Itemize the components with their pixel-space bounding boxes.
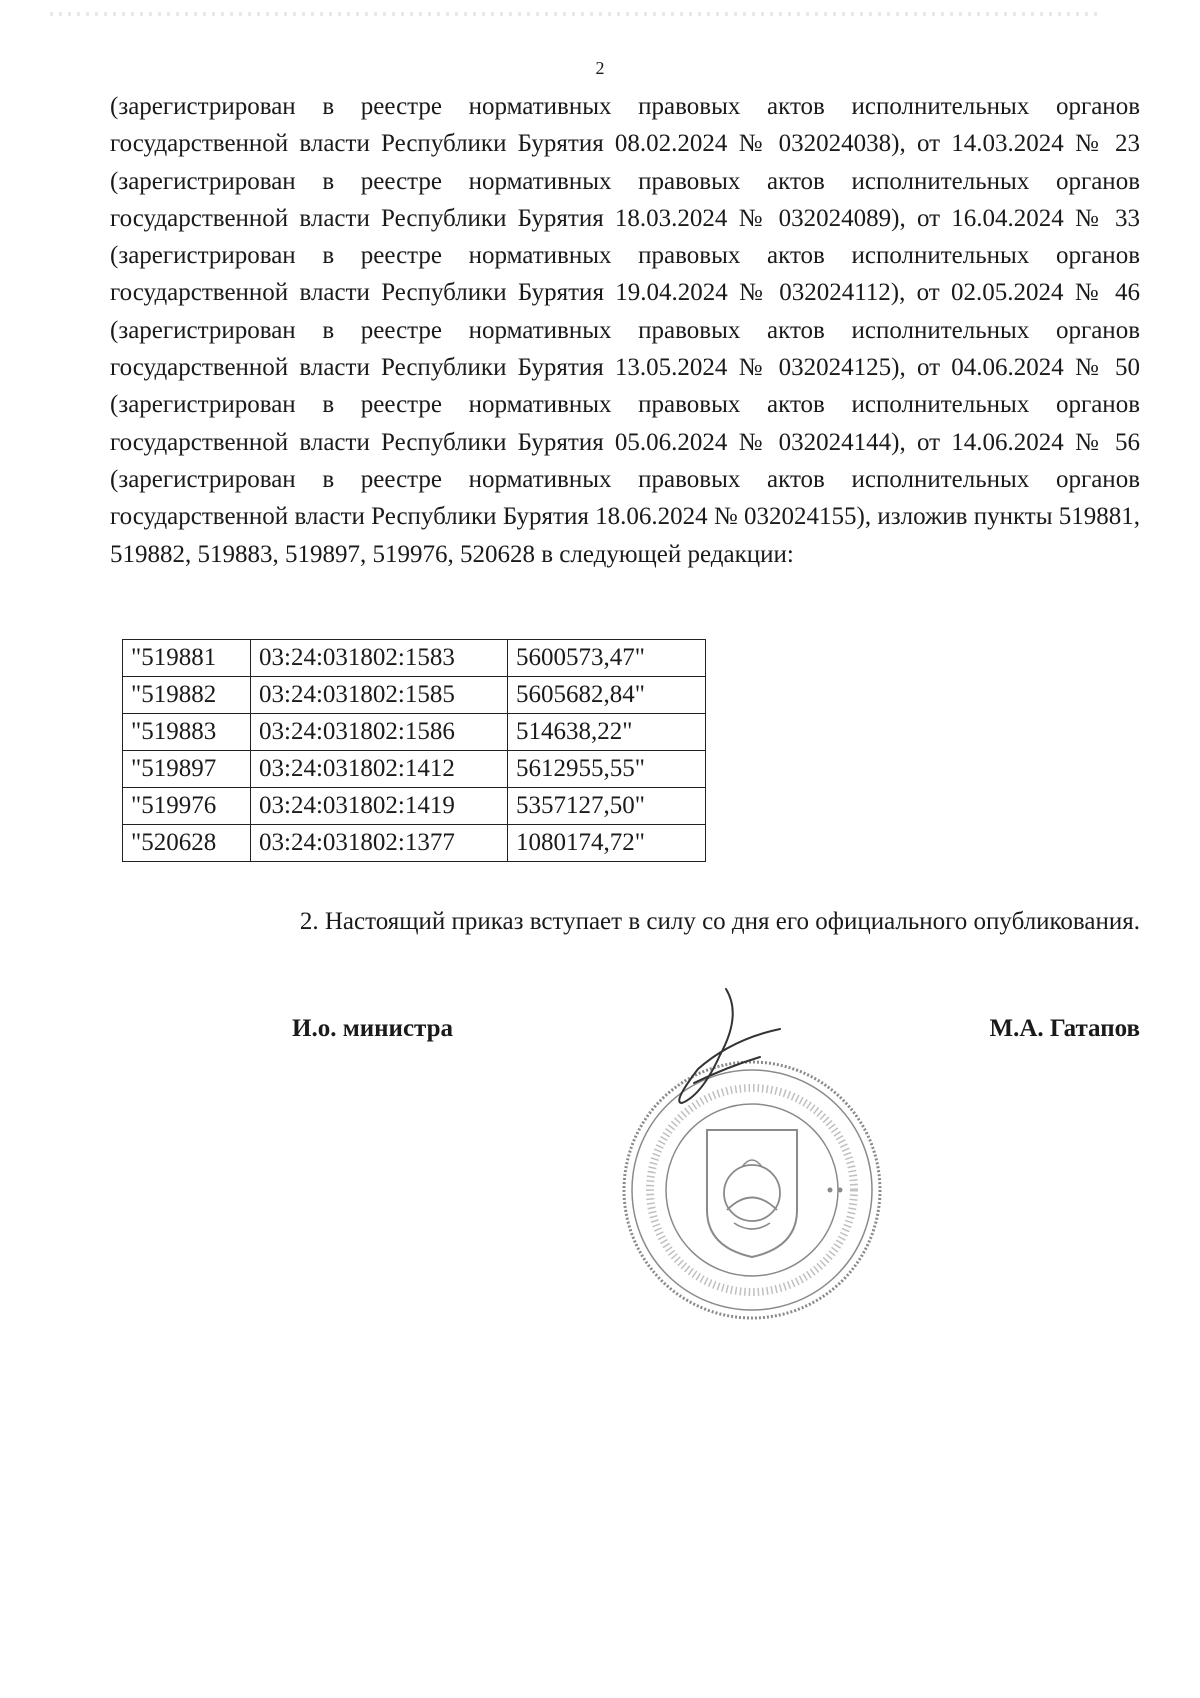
cadastral-number-cell: 03:24:031802:1585	[251, 677, 508, 714]
value-cell: 514638,22"	[508, 714, 706, 751]
cadastral-number-cell: 03:24:031802:1377	[251, 825, 508, 862]
table-row	[123, 788, 706, 825]
point-number-cell: "519883	[123, 714, 251, 751]
coat-of-arms-icon	[707, 1130, 797, 1257]
scan-noise	[50, 12, 1100, 16]
table-row	[123, 640, 706, 677]
cadastral-number-cell: 03:24:031802:1412	[251, 751, 508, 788]
points-table	[122, 639, 706, 862]
signatory-name: М.А. Гатапов	[989, 1015, 1140, 1042]
signatory-role: И.о. министра	[292, 1015, 454, 1042]
table-row	[123, 825, 706, 862]
body-paragraph: (зарегистрирован в реестре нормативных правовых актов исполнительных органов государственной власти Республики Бурятия 08.02.2024 № 032024038), от 14.03.2024 № 23 (зарегистрирован в реестре нормативных правовых актов исполнительных органов государственной власти Республики Бурятия 18.03.2024 № 032024089), от 16.04.2024 № 33 (зарегистрирован в реестре нормативных правовых актов исполнительных органов государственной власти Республики Бурятия 19.04.2024 № 032024112), от 02.05.2024 № 46 (зарегистрирован в реестре нормативных правовых актов исполнительных органов государственной власти Республики Бурятия 13.05.2024 № 032024125), от 04.06.2024 № 50 (зарегистрирован в реестре нормативных правовых актов исполнительных органов государственной власти Республики Бурятия 05.06.2024 № 032024144), от 14.06.2024 № 56 (зарегистрирован в реестре нормативных правовых актов исполнительных органов государственной власти Республики Бурятия 18.06.2024 № 032024155), изложив пункты 519881, 519882, 519883, 519897, 519976, 520628 в следующей редакции:	[110, 93, 1140, 568]
table-row	[123, 714, 706, 751]
point-number-cell: "520628	[123, 825, 251, 862]
page-number: 2	[595, 58, 605, 78]
value-cell: 1080174,72"	[508, 825, 706, 862]
cadastral-number-cell: 03:24:031802:1586	[251, 714, 508, 751]
value-cell: 5600573,47"	[508, 640, 706, 677]
cadastral-number-cell: 03:24:031802:1583	[251, 640, 508, 677]
value-cell: 5612955,55"	[508, 751, 706, 788]
value-cell: 5605682,84"	[508, 677, 706, 714]
handwritten-signature	[679, 989, 780, 1103]
value-cell: 5357127,50"	[508, 788, 706, 825]
point-number-cell: "519897	[123, 751, 251, 788]
point-number-cell: "519976	[123, 788, 251, 825]
point-number-cell: "519881	[123, 640, 251, 677]
point-number-cell: "519882	[123, 677, 251, 714]
points-table-wrapper	[122, 639, 706, 862]
clause-2: 2. Настоящий приказ вступает в силу со дня его официального опубликования.	[299, 908, 1140, 935]
table-row	[123, 751, 706, 788]
cadastral-number-cell: 03:24:031802:1419	[251, 788, 508, 825]
official-seal-with-signature	[602, 985, 902, 1345]
table-row	[123, 677, 706, 714]
official-seal	[624, 1062, 880, 1318]
